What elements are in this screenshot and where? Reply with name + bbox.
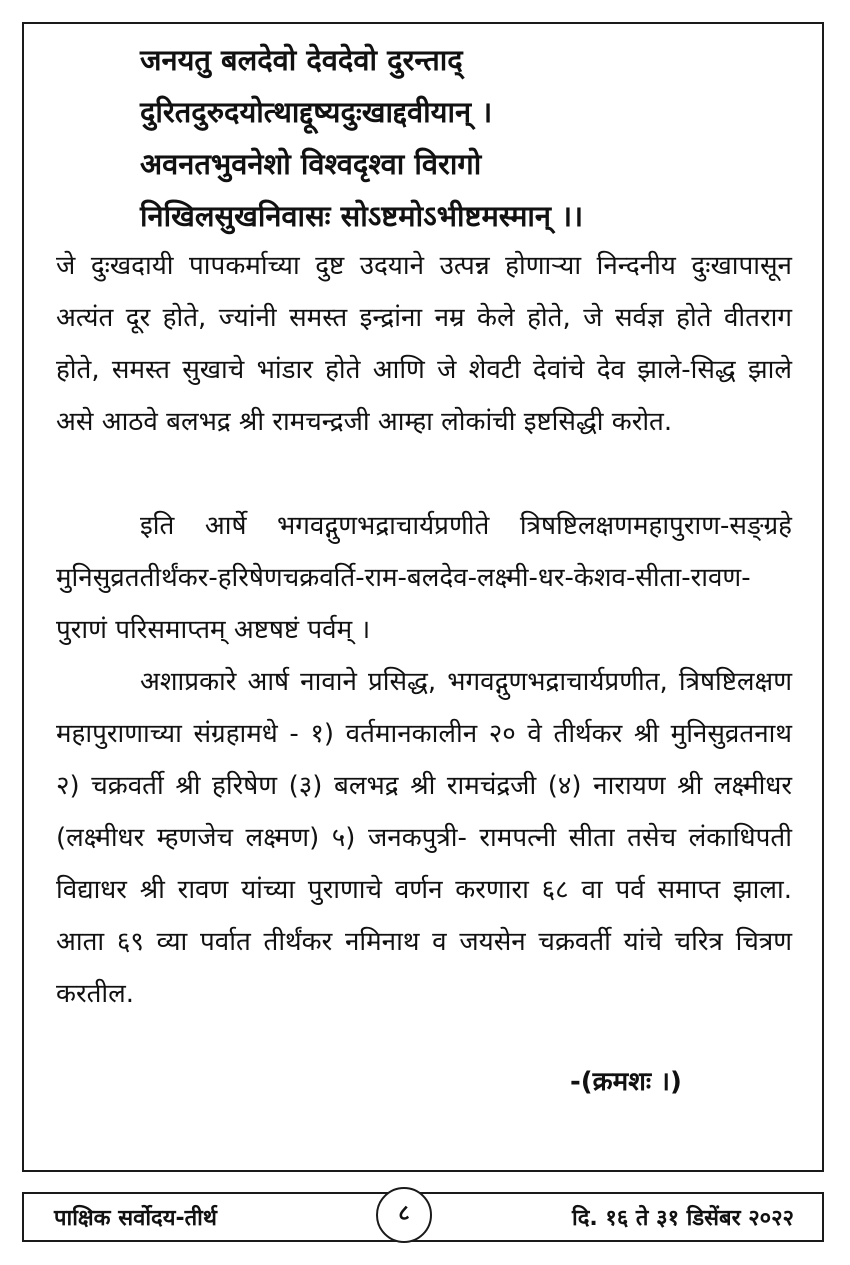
verse-line-1: जनयतु बलदेवो देवदेवो दुरन्ताद् bbox=[140, 43, 463, 77]
sanskrit-verse bbox=[140, 34, 800, 242]
colophon-paragraph: इति आर्षे भगवद्गुणभद्राचार्यप्रणीते त्रिषष्टिलक्षणमहापुराण-सङ्ग्रहे मुनिसुव्रततीर्थंकर-हरिषेणचक्रवर्ति-राम-बलदेव-लक्ष्मी-धर-केशव-सीता-रावण-पुराणं परिसमाप्तम् अष्टषष्टं पर्वम् । bbox=[56, 511, 792, 645]
continued-note: -(क्रमशः ।) bbox=[570, 1067, 682, 1097]
verse-line-3: अवनतभुवनेशो विश्वदृश्वा विरागो bbox=[140, 147, 482, 181]
issue-date: दि. १६ ते ३१ डिसेंबर २०२२ bbox=[572, 1206, 794, 1231]
publication-name: पाक्षिक सर्वोदय-तीर्थ bbox=[54, 1206, 217, 1231]
verse-line-4: निखिलसुखनिवासः सोऽष्टमोऽभीष्टमस्मान् ।। bbox=[140, 199, 584, 233]
page-number: ८ bbox=[376, 1187, 432, 1243]
verse-line-2: दुरितदुरुदयोत्थाद्दूष्यदुःखाद्दवीयान् । bbox=[140, 95, 493, 129]
summary-paragraph: अशाप्रकारे आर्ष नावाने प्रसिद्ध, भगवद्गुणभद्राचार्यप्रणीत, त्रिषष्टिलक्षण महापुराणाच्या संग्रहामधे - १) वर्तमानकालीन २० वे तीर्थकर श्री मुनिसुव्रतनाथ २) चक्रवर्ती श्री हरिषेण (३) बलभद्र श्री रामचंद्रजी (४) नारायण श्री लक्ष्मीधर (लक्ष्मीधर म्हणजेच लक्ष्मण) ५) जनकपुत्री- रामपत्नी सीता तसेच लंकाधिपती विद्याधर श्री रावण यांच्या पुराणाचे वर्णन करणारा ६८ वा पर्व समाप्त झाला. आता ६९ व्या पर्वात तीर्थंकर नमिनाथ व जयसेन चक्रवर्ती यांचे चरित्र चित्रण करतील. bbox=[56, 667, 792, 1009]
verse-translation-paragraph: जे दुःखदायी पापकर्माच्या दुष्ट उदयाने उत्पन्न होणाऱ्या निन्दनीय दुःखापासून अत्यंत दूर होते, ज्यांनी समस्त इन्द्रांना नम्र केले होते, जे सर्वज्ञ होते वीतराग होते, समस्त सुखाचे भांडार होते आणि जे शेवटी देवांचे देव झाले-सिद्ध झाले असे आठवे बलभद्र श्री रामचन्द्रजी आम्हा लोकांची इष्टसिद्धी करोत. bbox=[56, 251, 792, 437]
